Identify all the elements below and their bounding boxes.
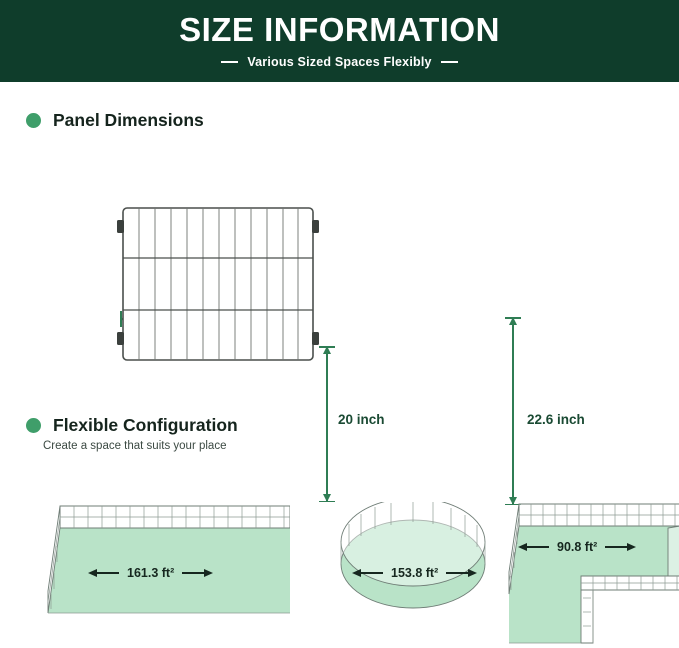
circle-area-label: 153.8 ft² (391, 566, 439, 580)
page-title: SIZE INFORMATION (179, 11, 500, 49)
arrow-left-icon (518, 543, 549, 551)
arrow-left-icon (88, 569, 119, 577)
section-heading-panel-dimensions (26, 110, 204, 131)
arrow-left-icon (352, 569, 383, 577)
header-subtitle: Various Sized Spaces Flexibly (247, 54, 432, 69)
header-banner (0, 0, 679, 82)
panel-height-dimension-line (326, 346, 328, 502)
dash-right-icon (441, 61, 458, 63)
arrow-right-icon (182, 569, 213, 577)
panel-height-label: 20 inch (338, 412, 385, 427)
section-title-panel-dimensions: Panel Dimensions (53, 110, 204, 130)
bullet-icon (26, 418, 41, 433)
arrow-up-icon (509, 317, 517, 325)
panel-total-height-label: 22.6 inch (527, 412, 585, 427)
arrow-up-icon (323, 346, 331, 354)
arrow-right-icon (446, 569, 477, 577)
rectangle-area-label: 161.3 ft² (127, 566, 175, 580)
panel-total-height-dimension-line (512, 317, 514, 505)
configurations-row (0, 480, 679, 630)
wire-panel-illustration (112, 200, 332, 380)
rectangle-area-label-row (88, 566, 213, 580)
l-shape-area-label: 90.8 ft² (557, 540, 598, 554)
header-subtitle-row (221, 55, 457, 69)
circle-area-label-row (352, 566, 477, 580)
circle-enclosure-illustration (335, 502, 495, 622)
section-heading-flexible-configuration (26, 415, 238, 436)
arrow-right-icon (605, 543, 636, 551)
section-title-flexible-configuration: Flexible Configuration (53, 415, 238, 435)
l-shape-enclosure-illustration (505, 498, 679, 648)
dash-left-icon (221, 61, 238, 63)
section-note-flexible-configuration: Create a space that suits your place (43, 440, 227, 452)
bullet-icon (26, 113, 41, 128)
l-shape-area-label-row (518, 540, 636, 554)
